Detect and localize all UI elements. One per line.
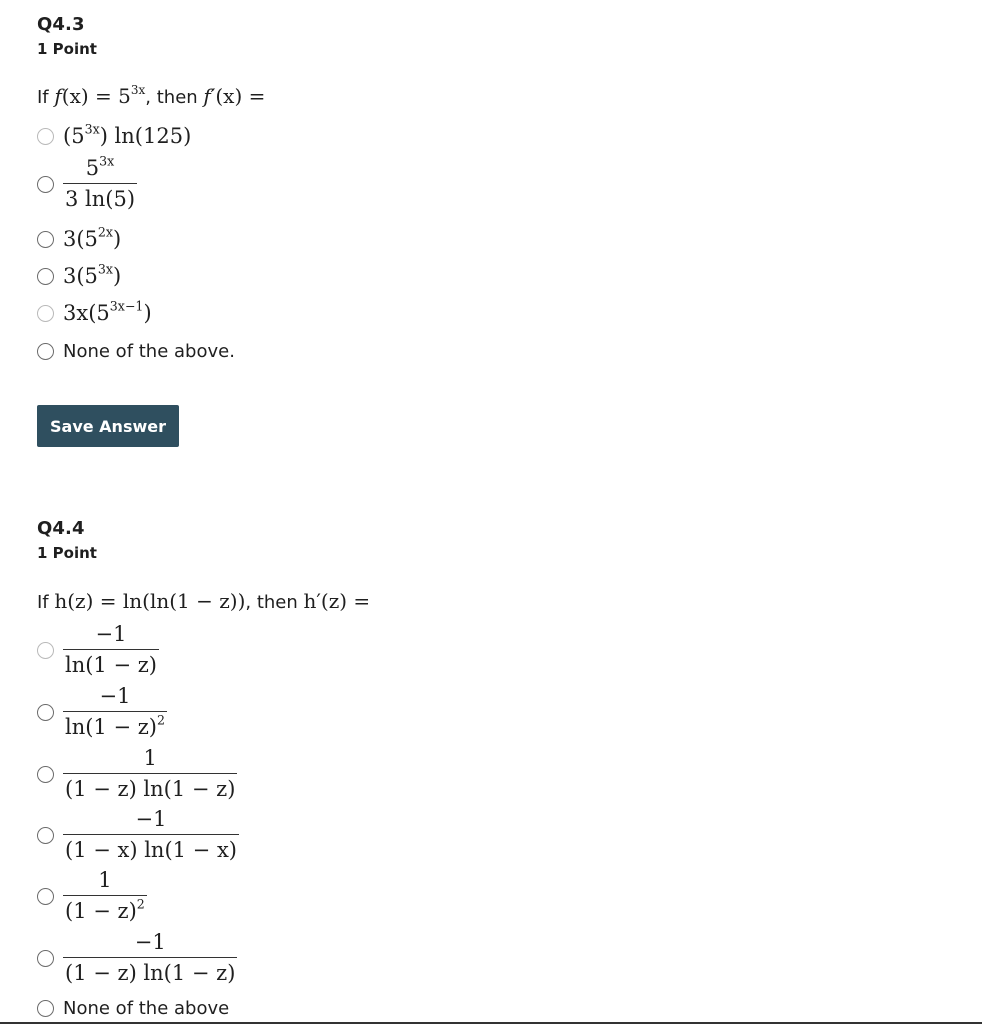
- answer-option[interactable]: [37, 224, 122, 251]
- option-label: $\frac{-1}{(1 - x) \ln(1 - x)}$: [65, 807, 237, 862]
- radio-button[interactable]: [37, 950, 54, 967]
- answer-option[interactable]: [37, 298, 152, 325]
- option-label: $\frac{5^{3x}}{3 \ln(5)}$: [65, 153, 136, 211]
- answer-option[interactable]: [37, 870, 147, 922]
- answer-option[interactable]: [37, 624, 159, 676]
- answer-option[interactable]: [37, 748, 237, 800]
- radio-button[interactable]: [37, 827, 54, 844]
- option-label: $3(5^{3x})$: [63, 261, 122, 288]
- answer-option[interactable]: [37, 998, 229, 1019]
- answer-option[interactable]: [37, 932, 237, 984]
- question-header-q4-4: [37, 518, 97, 562]
- radio-button[interactable]: [37, 343, 54, 360]
- option-label: $\frac{1}{(1 - z)^2}$: [65, 868, 145, 923]
- question-points: 1 Point: [37, 544, 97, 562]
- radio-button[interactable]: [37, 642, 54, 659]
- option-label: $\frac{-1}{\ln(1 - z)}$: [65, 622, 157, 677]
- question-title: Q4.3: [37, 14, 85, 35]
- option-label: $\frac{-1}{\ln(1 - z)^2}$: [65, 684, 166, 739]
- question-prompt: If $f(x) = 5^{3x}$, then f′(x) =: [37, 83, 266, 108]
- answer-option[interactable]: [37, 341, 235, 362]
- answer-option[interactable]: [37, 121, 192, 148]
- option-label: $\frac{1}{(1 - z) \ln(1 - z)}$: [65, 746, 236, 801]
- save-answer-button[interactable]: Save Answer: [37, 405, 179, 447]
- answer-option[interactable]: [37, 686, 167, 738]
- answer-option[interactable]: [37, 153, 137, 211]
- radio-button[interactable]: [37, 888, 54, 905]
- question-header-q4-3: [37, 14, 97, 58]
- radio-button[interactable]: [37, 305, 54, 322]
- option-label: $3(5^{2x})$: [63, 224, 122, 251]
- option-label: $(5^{3x})$ ln(125): [63, 121, 192, 148]
- answer-option[interactable]: [37, 809, 239, 861]
- option-label: None of the above.: [63, 341, 235, 362]
- radio-button[interactable]: [37, 128, 54, 145]
- radio-button[interactable]: [37, 176, 54, 193]
- option-label: $\frac{-1}{(1 - z) \ln(1 - z)}$: [65, 930, 236, 985]
- question-title: Q4.4: [37, 518, 85, 539]
- answer-option[interactable]: [37, 261, 122, 288]
- question-points: 1 Point: [37, 40, 97, 58]
- radio-button[interactable]: [37, 704, 54, 721]
- option-label: None of the above: [63, 998, 230, 1019]
- question-prompt: If h(z) = ln(ln(1 − z)), then h′(z) =: [37, 589, 371, 613]
- radio-button[interactable]: [37, 1000, 54, 1017]
- option-label: $3x(5^{3x-1})$: [63, 298, 152, 325]
- radio-button[interactable]: [37, 231, 54, 248]
- radio-button[interactable]: [37, 766, 54, 783]
- radio-button[interactable]: [37, 268, 54, 285]
